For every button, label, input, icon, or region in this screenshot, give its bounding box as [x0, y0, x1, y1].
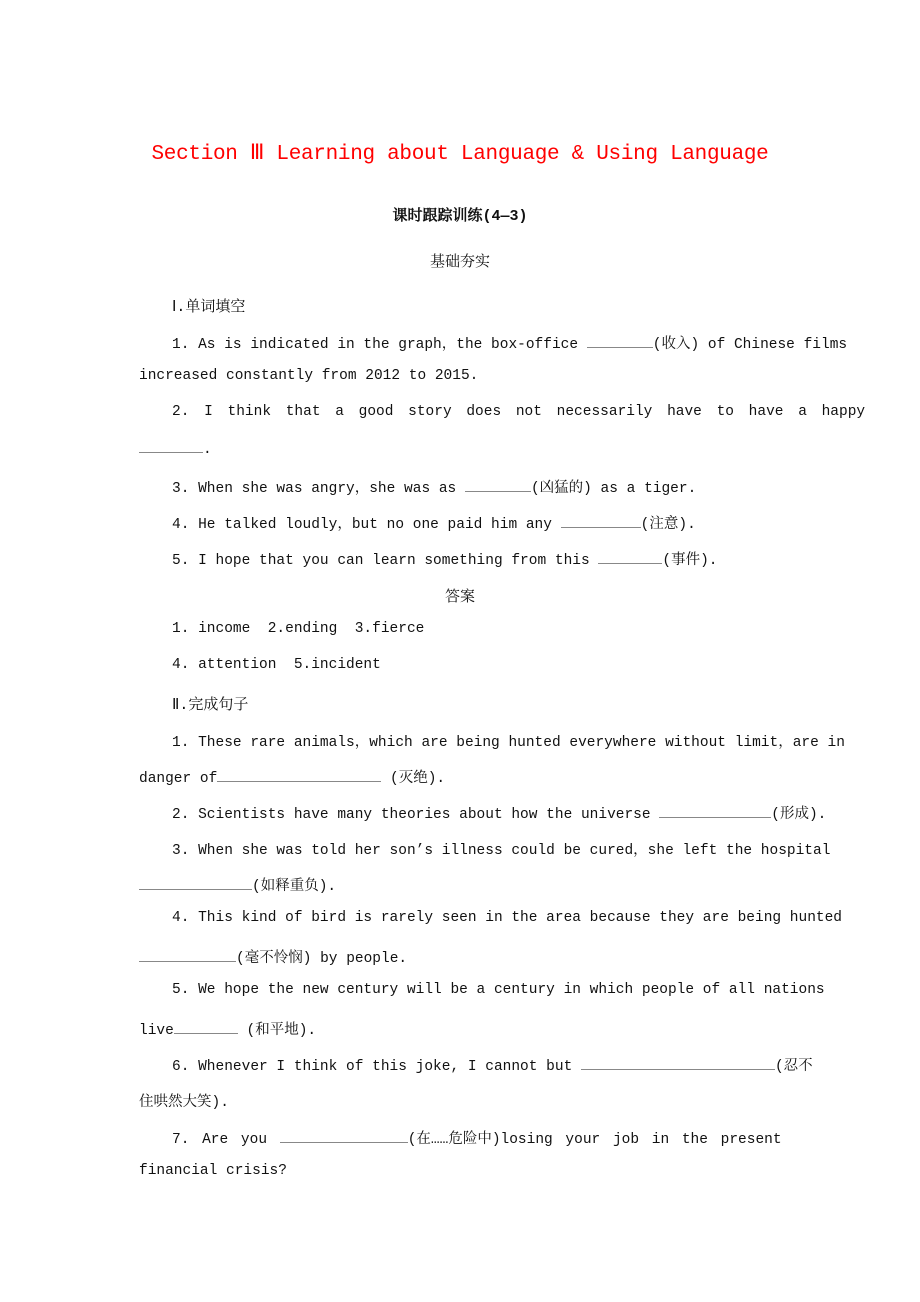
answer-blank[interactable]: [280, 1130, 408, 1143]
part1-question-4: 4. He talked loudly，but no one paid him any (注意).: [172, 517, 696, 533]
answer-heading: 答案: [444, 589, 475, 606]
part2-question-2: 2. Scientists have many theories about how the universe (形成).: [172, 807, 827, 823]
part2-question-6: 6. Whenever I think of this joke, I cannot but (忍不: [172, 1059, 813, 1075]
part1-question-1: 1. As is indicated in the graph，the box-office (收入) of Chinese films: [172, 337, 848, 353]
part2-question-5: 5. We hope the new century will be a century in which people of all nations: [172, 982, 825, 998]
part2-heading: Ⅱ.完成句子: [172, 697, 249, 714]
exercise-subtitle: 课时跟踪训练(4—3): [392, 208, 528, 225]
part2-question-6-cont: 住哄然大笑).: [139, 1095, 229, 1111]
answer-blank[interactable]: [561, 515, 641, 528]
answer-blank[interactable]: [598, 551, 662, 564]
part2-question-3-cont: (如释重负).: [139, 874, 819, 895]
answer-blank[interactable]: [139, 877, 252, 890]
section-heading: 基础夯实: [429, 254, 490, 271]
part1-question-5: 5. I hope that you can learn something from this (事件).: [172, 553, 718, 569]
part1-question-3: 3. When she was angry，she was as (凶猛的) as a tiger.: [172, 481, 697, 497]
answer-blank[interactable]: [217, 769, 381, 782]
part2-question-4: 4. This kind of bird is rarely seen in the area because they are being hunted: [172, 910, 843, 926]
answer-blank[interactable]: [139, 949, 236, 962]
answers-line-1: 1. income 2.ending 3.fierce: [172, 621, 425, 637]
answers-line-2: 4. attention 5.incident: [172, 657, 381, 673]
answer-blank[interactable]: [465, 479, 531, 492]
answer-blank[interactable]: [581, 1057, 775, 1070]
answer-blank[interactable]: [659, 805, 771, 818]
answer-blank[interactable]: [174, 1021, 238, 1034]
part1-question-2-cont: .: [139, 440, 819, 458]
answer-blank[interactable]: [587, 335, 653, 348]
part2-question-7: 7. Are you (在……危险中)losing your job in the present: [172, 1132, 782, 1148]
answer-blank[interactable]: [139, 440, 203, 453]
part2-question-5-cont: live (和平地).: [139, 1023, 317, 1039]
part2-question-1-cont: danger of (灭绝).: [139, 771, 446, 787]
document-title: Section Ⅲ Learning about Language & Using Language: [151, 143, 769, 166]
part1-question-2: 2. I think that a good story does not necessarily have to have a happy: [172, 404, 866, 420]
part1-question-1-cont: increased constantly from 2012 to 2015.: [139, 368, 479, 384]
part1-heading: Ⅰ.单词填空: [172, 299, 246, 316]
part2-question-3: 3. When she was told her son’s illness could be cured，she left the hospital: [172, 843, 831, 859]
part2-question-4-cont: (毫不怜悯) by people.: [139, 946, 819, 967]
part2-question-1: 1. These rare animals，which are being hunted everywhere without limit，are in: [172, 735, 845, 751]
part2-question-7-cont: financial crisis?: [139, 1163, 287, 1179]
